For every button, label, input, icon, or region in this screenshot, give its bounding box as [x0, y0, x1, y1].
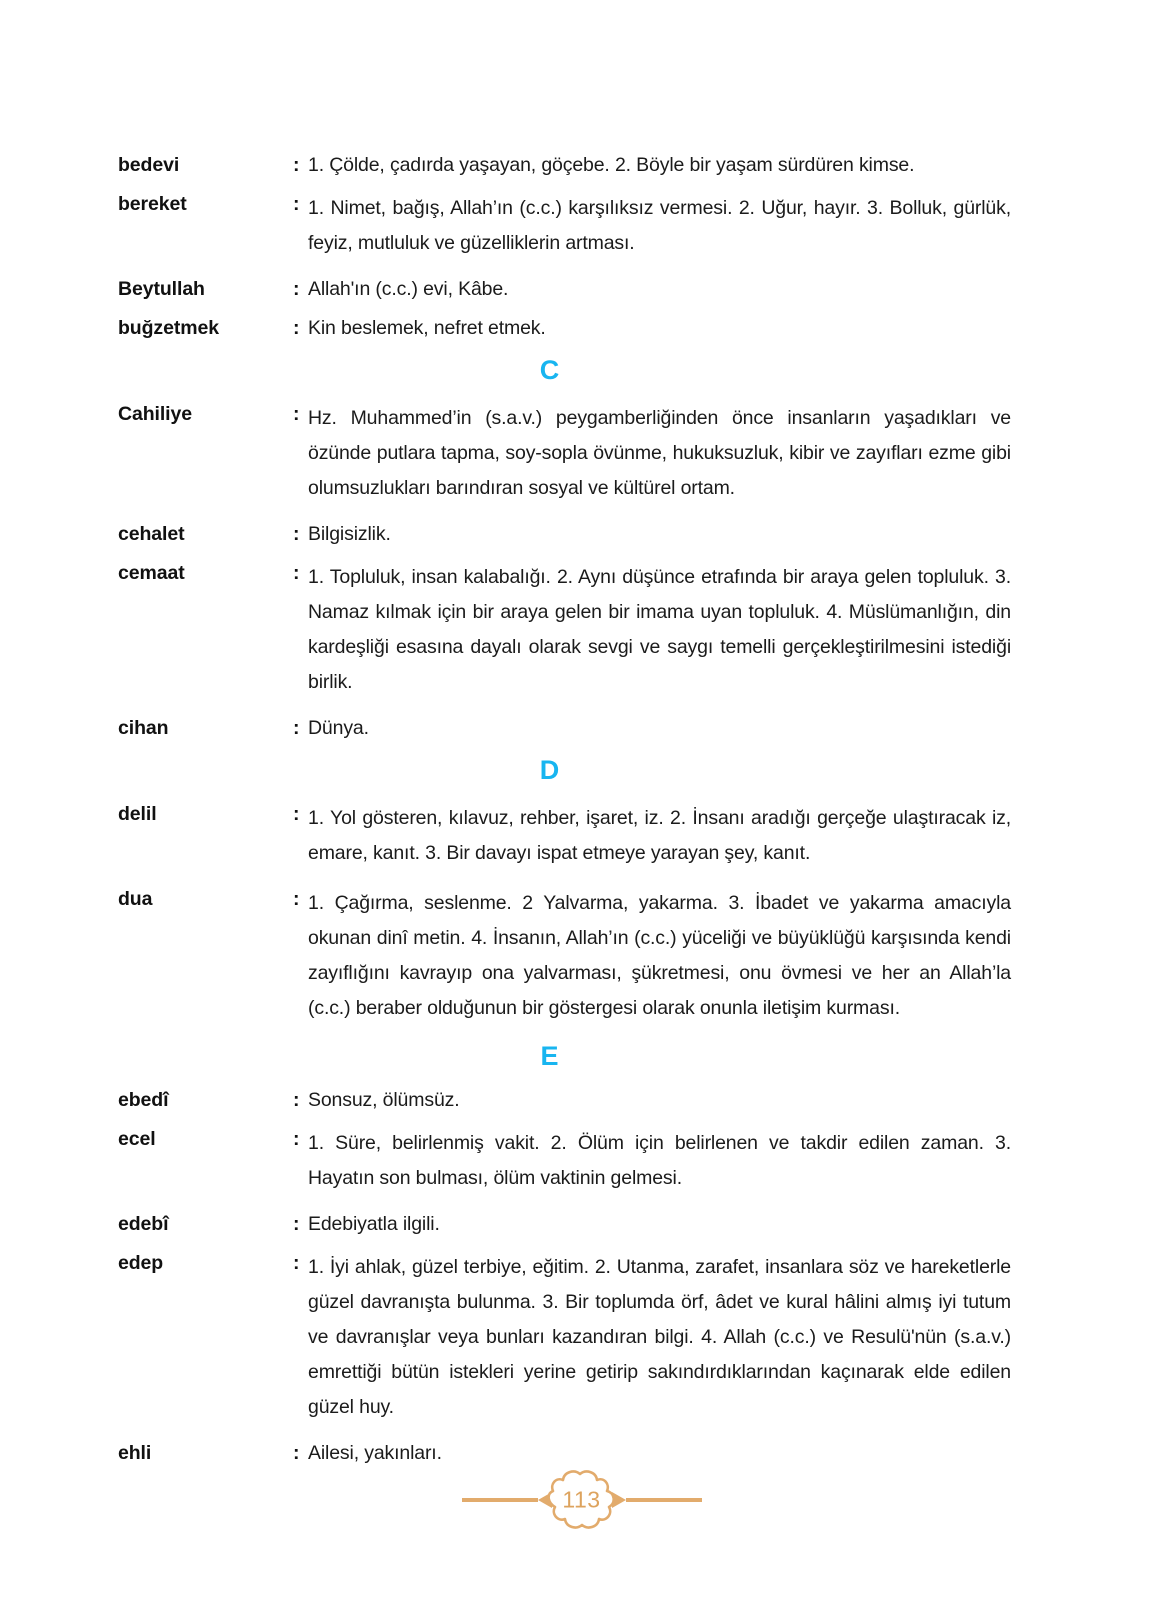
glossary-entry — [118, 276, 1011, 302]
page-number-ornament — [452, 1468, 712, 1532]
glossary-entry — [118, 521, 1011, 547]
glossary-entry — [118, 560, 1011, 700]
glossary-definition: Sonsuz, ölümsüz. — [308, 1089, 460, 1111]
section-letter-e: E — [540, 1041, 559, 1071]
glossary-definition: 1. Çağırma, seslenme. 2 Yalvarma, yakarma. 3. İbadet ve yakarma amacıyla okunan dinî metin. 4. İnsanın, Allah’ın (c.c.) yüceliği ve büyüklüğü karşısında kendi zayıflığını kavrayıp ona yalvarması, şükretmesi, onu övmesi ve her an Allah’la (c.c.) beraber olduğunun bir göstergesi olarak onunla iletişim kurması. — [308, 892, 1011, 1019]
glossary-entry — [118, 1126, 1011, 1196]
glossary-definition: Dünya. — [308, 717, 369, 739]
glossary-term: ehli — [118, 1442, 152, 1464]
section-letter-c: C — [539, 355, 560, 385]
glossary-colon-separator: : — [293, 317, 300, 339]
glossary-term: Beytullah — [118, 278, 205, 300]
glossary-term: buğzetmek — [118, 317, 219, 339]
glossary-definition: Bilgisizlik. — [308, 523, 391, 545]
glossary-colon-separator: : — [293, 523, 300, 545]
glossary-definition: 1. Topluluk, insan kalabalığı. 2. Aynı düşünce etrafında bir araya gelen topluluk. 3. Namaz kılmak için bir araya gelen bir imama uyan topluluk. 4. Müslümanlığın, din kardeşliği esasına dayalı olarak sevgi ve saygı temelli gerçekleştirilmesini istediği birlik. — [308, 566, 1011, 693]
glossary-term: bedevi — [118, 154, 180, 176]
glossary-colon-separator: : — [293, 1128, 300, 1150]
glossary-definition: 1. Nimet, bağış, Allah’ın (c.c.) karşılıksız vermesi. 2. Uğur, hayır. 3. Bolluk, gürlük, feyiz, mutluluk ve güzelliklerin artması. — [308, 197, 1011, 254]
glossary-entry — [118, 401, 1011, 506]
glossary-colon-separator: : — [293, 403, 300, 425]
glossary-entry — [118, 1250, 1011, 1425]
glossary-definition: 1. Yol gösteren, kılavuz, rehber, işaret, iz. 2. İnsanı aradığı gerçeğe ulaştıracak iz, emare, kanıt. 3. Bir davayı ispat etmeye yarayan şey, kanıt. — [308, 807, 1011, 864]
glossary-definition: 1. Süre, belirlenmiş vakit. 2. Ölüm için belirlenen ve takdir edilen zaman. 3. Hayatın son bulması, ölüm vaktinin gelmesi. — [308, 1132, 1011, 1189]
glossary-entry — [118, 152, 1011, 178]
glossary-entry-list — [118, 152, 1011, 1479]
glossary-entry — [118, 1087, 1011, 1113]
page-footer — [0, 1468, 1163, 1532]
glossary-term: ecel — [118, 1128, 156, 1150]
glossary-term: cemaat — [118, 562, 185, 584]
glossary-colon-separator: : — [293, 803, 300, 825]
glossary-term: dua — [118, 888, 153, 910]
glossary-entry — [118, 886, 1011, 1026]
glossary-definition: Edebiyatla ilgili. — [308, 1213, 440, 1235]
glossary-entry — [118, 315, 1011, 341]
glossary-term: bereket — [118, 193, 187, 215]
page-number: 113 — [562, 1486, 601, 1513]
glossary-entry — [118, 1211, 1011, 1237]
glossary-term: Cahiliye — [118, 403, 192, 425]
glossary-definition: Hz. Muhammed’in (s.a.v.) peygamberliğinden önce insanların yaşadıkları ve özünde putlara tapma, soy-sopla övünme, hukuksuzluk, kibir ve zayıfları ezme gibi olumsuzlukları barındıran sosyal ve kültürel ortam. — [308, 407, 1011, 499]
glossary-colon-separator: : — [293, 154, 300, 176]
glossary-term: edebî — [118, 1213, 169, 1235]
glossary-colon-separator: : — [293, 717, 300, 739]
glossary-colon-separator: : — [293, 562, 300, 584]
glossary-definition: 1. İyi ahlak, güzel terbiye, eğitim. 2. Utanma, zarafet, insanlara söz ve hareketlerle güzel davranışta bulunma. 3. Bir toplumda örf, âdet ve kural hâlini almış iyi tutum ve davranışlar veya bunları kazandıran bilgi. 4. Allah (c.c.) ve Resulü'nün (s.a.v.) emrettiği bütün istekleri yerine getirip sakındırdıklarından kaçınarak elde edilen güzel huy. — [308, 1256, 1011, 1418]
glossary-colon-separator: : — [293, 1442, 300, 1464]
glossary-definition: Ailesi, yakınları. — [308, 1442, 442, 1464]
glossary-colon-separator: : — [293, 193, 300, 215]
glossary-definition: 1. Çölde, çadırda yaşayan, göçebe. 2. Böyle bir yaşam sürdüren kimse. — [308, 154, 915, 176]
glossary-definition: Kin beslemek, nefret etmek. — [308, 317, 546, 339]
glossary-colon-separator: : — [293, 1252, 300, 1274]
glossary-definition: Allah'ın (c.c.) evi, Kâbe. — [308, 278, 509, 300]
glossary-colon-separator: : — [293, 278, 300, 300]
section-letter-d: D — [539, 755, 560, 785]
glossary-entry — [118, 715, 1011, 741]
glossary-term: cihan — [118, 717, 169, 739]
glossary-term: cehalet — [118, 523, 185, 545]
glossary-colon-separator: : — [293, 888, 300, 910]
glossary-term: ebedî — [118, 1089, 169, 1111]
glossary-entry — [118, 1440, 1011, 1466]
glossary-colon-separator: : — [293, 1213, 300, 1235]
glossary-colon-separator: : — [293, 1089, 300, 1111]
glossary-term: delil — [118, 803, 157, 825]
glossary-entry — [118, 191, 1011, 261]
glossary-term: edep — [118, 1252, 164, 1274]
glossary-entry — [118, 801, 1011, 871]
